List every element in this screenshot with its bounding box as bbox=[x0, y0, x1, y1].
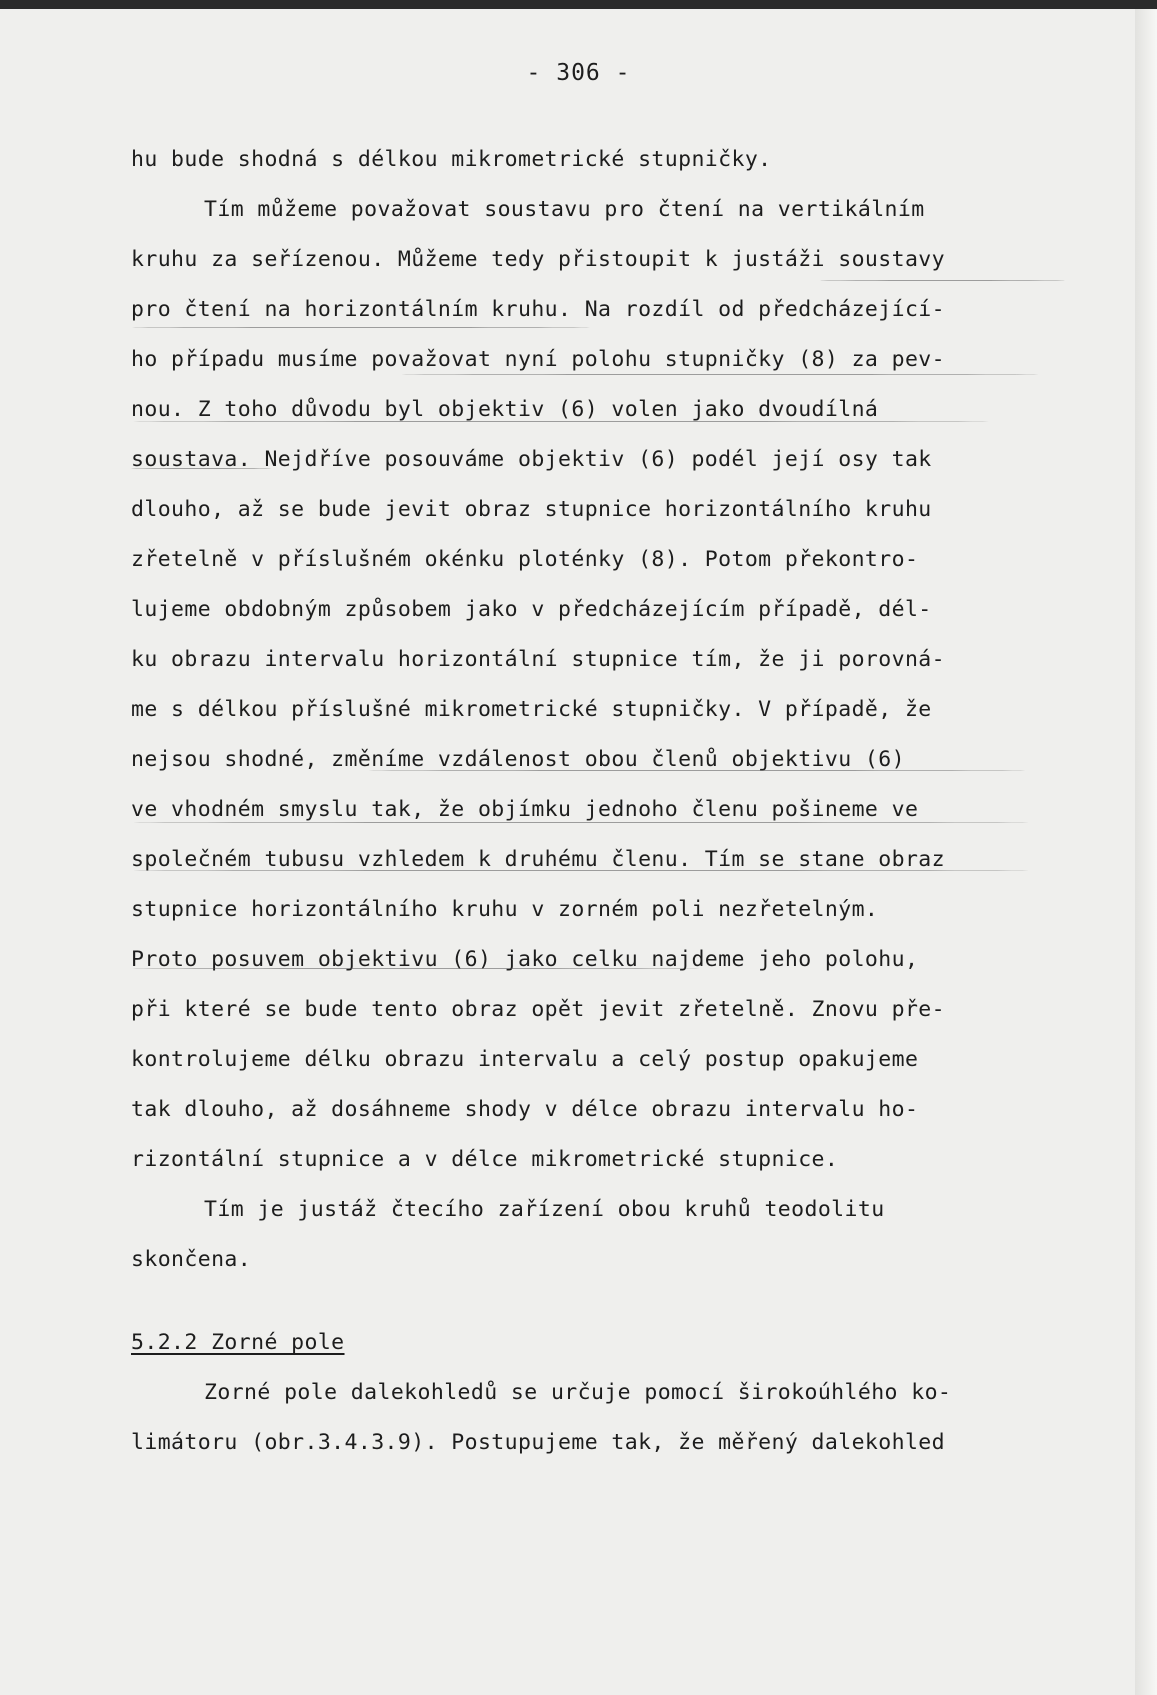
body-text bbox=[131, 135, 1076, 1468]
text-line: zřetelně v příslušném okénku ploténky (8). Potom překontro- bbox=[131, 547, 919, 572]
text-line: Proto posuvem objektivu (6) jako celku najdeme jeho polohu, bbox=[131, 947, 919, 972]
text-line: rizontální stupnice a v délce mikrometrické stupnice. bbox=[131, 1147, 839, 1172]
text-line: dlouho, až se bude jevit obraz stupnice horizontálního kruhu bbox=[131, 497, 932, 522]
text-line: soustava. Nejdříve posouváme objektiv (6) podél její osy tak bbox=[131, 447, 932, 472]
text-line: společném tubusu vzhledem k druhému členu. Tím se stane obraz bbox=[131, 847, 945, 872]
text-line: nejsou shodné, změníme vzdálenost obou členů objektivu (6) bbox=[131, 747, 905, 772]
text-line: lujeme obdobným způsobem jako v předcházejícím případě, dél- bbox=[131, 597, 932, 622]
pencil-underline bbox=[131, 822, 1031, 823]
pencil-underline bbox=[131, 468, 271, 469]
pencil-underline bbox=[131, 327, 591, 328]
page-number: - 306 - bbox=[526, 60, 631, 86]
text-line: při které se bude tento obraz opět jevit zřetelně. Znovu pře- bbox=[131, 997, 945, 1022]
pencil-underline bbox=[131, 421, 991, 422]
text-line: ve vhodném smyslu tak, že objímku jednoho členu pošineme ve bbox=[131, 797, 919, 822]
text-line: Zorné pole dalekohledů se určuje pomocí širokoúhlého ko- bbox=[204, 1380, 952, 1405]
text-line: ku obrazu intervalu horizontální stupnice tím, že ji porovná- bbox=[131, 647, 945, 672]
text-line: kruhu za seřízenou. Můžeme tedy přistoupit k justáži soustavy bbox=[131, 247, 945, 272]
text-line: pro čtení na horizontálním kruhu. Na rozdíl od předcházející- bbox=[131, 297, 945, 322]
pencil-underline bbox=[400, 374, 1040, 375]
paragraph-gap bbox=[131, 1285, 1076, 1318]
pencil-underline bbox=[131, 968, 701, 969]
text-line: tak dlouho, až dosáhneme shody v délce obrazu intervalu ho- bbox=[131, 1097, 919, 1122]
text-line: Tím je justáž čtecího zařízení obou kruhů teodolitu bbox=[204, 1197, 885, 1222]
text-line: kontrolujeme délku obrazu intervalu a celý postup opakujeme bbox=[131, 1047, 919, 1072]
pencil-underline bbox=[131, 870, 1031, 871]
scan-top-edge bbox=[0, 0, 1157, 9]
text-line: ho případu musíme považovat nyní polohu stupničky (8) za pev- bbox=[131, 347, 945, 372]
text-line: limátoru (obr.3.4.3.9). Postupujeme tak, že měřený dalekohled bbox=[131, 1430, 945, 1455]
text-line: stupnice horizontálního kruhu v zorném poli nezřetelným. bbox=[131, 897, 879, 922]
text-line: skončena. bbox=[131, 1247, 252, 1272]
text-line: me s délkou příslušné mikrometrické stupničky. V případě, že bbox=[131, 697, 932, 722]
section-heading: 5.2.2 Zorné pole bbox=[131, 1330, 345, 1355]
text-line: nou. Z toho důvodu byl objektiv (6) volen jako dvoudílná bbox=[131, 397, 879, 422]
text-line: Tím můžeme považovat soustavu pro čtení na vertikálním bbox=[204, 197, 925, 222]
text-line: hu bude shodná s délkou mikrometrické stupničky. bbox=[131, 147, 772, 172]
page-right-margin bbox=[1135, 9, 1157, 1695]
pencil-underline bbox=[367, 770, 1027, 771]
